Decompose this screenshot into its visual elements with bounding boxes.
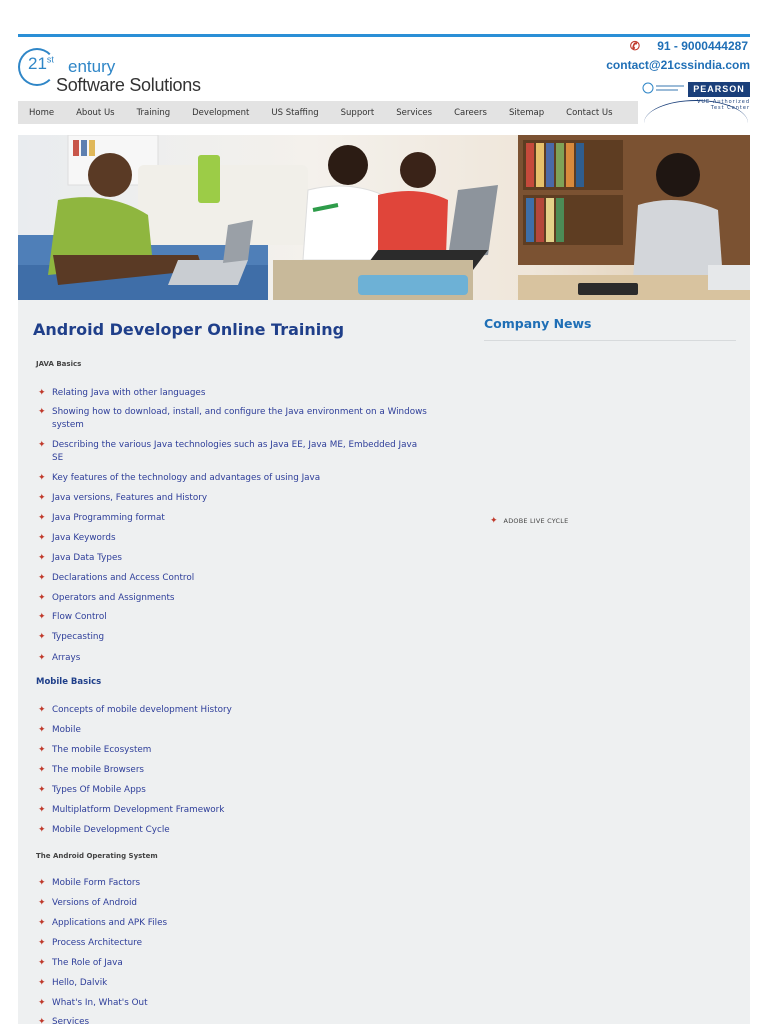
list-item[interactable]: ✦ Java Programming format [38, 513, 165, 523]
list-item[interactable]: ✦ Services [38, 1017, 90, 1027]
list-item[interactable]: ✦ Flow Control [38, 612, 107, 622]
bullet-icon: ✦ [38, 938, 46, 948]
nav-sitemap[interactable]: Sitemap [508, 107, 545, 118]
phone-contact[interactable] [630, 39, 748, 53]
bullet-icon: ✦ [38, 878, 46, 888]
bullet-icon: ✦ [38, 653, 46, 663]
bullet-icon: ✦ [38, 918, 46, 928]
header-accent-line [18, 34, 750, 37]
bullet-icon: ✦ [38, 513, 46, 523]
phone-icon: ✆ [629, 39, 640, 53]
nav-us-staffing[interactable]: US Staffing [271, 107, 319, 118]
bullet-icon: ✦ [38, 493, 46, 503]
bullet-icon: ✦ [38, 785, 46, 795]
bullet-icon: ✦ [38, 765, 46, 775]
list-item[interactable]: ✦ Java versions, Features and History [38, 493, 208, 503]
list-item[interactable]: ✦ Java Keywords [38, 533, 116, 543]
hero-banner-image [18, 135, 750, 300]
section-heading-mobile-basics: Mobile Basics [36, 677, 102, 687]
bullet-icon: ✦ [38, 978, 46, 988]
section-heading-java-basics: JAVA Basics [36, 360, 82, 368]
list-item[interactable]: ✦ Showing how to download, install, and configure the Java environment on a Windows system [38, 407, 427, 430]
list-item[interactable]: ✦ Types Of Mobile Apps [38, 785, 146, 795]
bullet-icon: ✦ [38, 705, 46, 715]
list-item[interactable]: ✦ Concepts of mobile development History [38, 705, 232, 715]
nav-about-us[interactable]: About Us [76, 107, 115, 118]
bullet-icon: ✦ [38, 745, 46, 755]
list-item[interactable]: ✦ Mobile [38, 725, 81, 735]
bullet-icon: ✦ [38, 725, 46, 735]
bullet-icon: ✦ [38, 1017, 46, 1027]
company-news-heading: Company News [484, 316, 592, 331]
bullet-icon: ✦ [490, 516, 498, 526]
bullet-icon: ✦ [38, 593, 46, 603]
list-item[interactable]: ✦ Relating Java with other languages [38, 388, 206, 398]
nav-development[interactable]: Development [192, 107, 250, 118]
bullet-icon: ✦ [38, 825, 46, 835]
nav-contact-us[interactable]: Contact Us [566, 107, 613, 118]
list-item[interactable]: ✦ Declarations and Access Control [38, 573, 195, 583]
logo-subtitle: Software Solutions [56, 75, 201, 95]
list-item[interactable]: ✦ Mobile Form Factors [38, 878, 141, 888]
bullet-icon: ✦ [38, 958, 46, 968]
bullet-icon: ✦ [38, 632, 46, 642]
bullet-icon: ✦ [38, 805, 46, 815]
pearson-vue-badge [640, 78, 750, 124]
partner-logo-icon [642, 81, 686, 95]
bullet-icon: ✦ [38, 612, 46, 622]
banner-illustration [18, 135, 750, 300]
email-contact[interactable]: contact@21cssindia.com [606, 58, 750, 72]
bullet-icon: ✦ [38, 388, 46, 398]
list-item[interactable]: ✦ Arrays [38, 653, 81, 663]
list-item[interactable]: ✦ The mobile Browsers [38, 765, 145, 775]
list-item[interactable]: ✦ Versions of Android [38, 898, 138, 908]
main-navigation [18, 101, 638, 124]
bullet-icon: ✦ [38, 473, 46, 483]
list-item[interactable]: ✦ Multiplatform Development Framework [38, 805, 225, 815]
news-item[interactable]: ✦ ADOBE LIVE CYCLE [490, 516, 569, 526]
list-item[interactable]: ✦ Operators and Assignments [38, 593, 175, 603]
nav-careers[interactable]: Careers [454, 107, 487, 118]
site-logo[interactable] [18, 46, 218, 102]
list-item[interactable]: ✦ Typecasting [38, 632, 105, 642]
news-divider [484, 340, 736, 341]
phone-number: 91 - 9000444287 [657, 39, 748, 53]
bullet-icon: ✦ [38, 533, 46, 543]
pearson-label: PEARSON [688, 82, 750, 97]
list-item[interactable]: ✦ Mobile Development Cycle [38, 825, 170, 835]
list-item[interactable]: ✦ Describing the various Java technologies such as Java EE, Java ME, Embedded Java SE [38, 440, 418, 463]
list-item[interactable]: ✦ Process Architecture [38, 938, 143, 948]
list-item[interactable]: ✦ Java Data Types [38, 553, 122, 563]
section-heading-android-os: The Android Operating System [36, 852, 158, 860]
list-item[interactable]: ✦ Key features of the technology and advantages of using Java [38, 473, 321, 483]
nav-support[interactable]: Support [340, 107, 375, 118]
page-title: Android Developer Online Training [33, 320, 345, 339]
nav-training[interactable]: Training [136, 107, 171, 118]
bullet-icon: ✦ [38, 440, 46, 450]
bullet-icon: ✦ [38, 998, 46, 1008]
list-item[interactable]: ✦ Hello, Dalvik [38, 978, 108, 988]
nav-home[interactable]: Home [29, 107, 55, 118]
pearson-tagline: VUE-Authorized Test Center [696, 99, 750, 111]
list-item[interactable]: ✦ What's In, What's Out [38, 998, 148, 1008]
logo-number: 21st [28, 54, 54, 73]
list-item[interactable]: ✦ The Role of Java [38, 958, 123, 968]
nav-services[interactable]: Services [396, 107, 433, 118]
main-content [18, 300, 750, 1027]
bullet-icon: ✦ [38, 573, 46, 583]
list-item[interactable]: ✦ Applications and APK Files [38, 918, 168, 928]
logo-century: entury [68, 57, 116, 76]
list-item[interactable]: ✦ The mobile Ecosystem [38, 745, 152, 755]
bullet-icon: ✦ [38, 407, 46, 417]
bullet-icon: ✦ [38, 898, 46, 908]
bullet-icon: ✦ [38, 553, 46, 563]
